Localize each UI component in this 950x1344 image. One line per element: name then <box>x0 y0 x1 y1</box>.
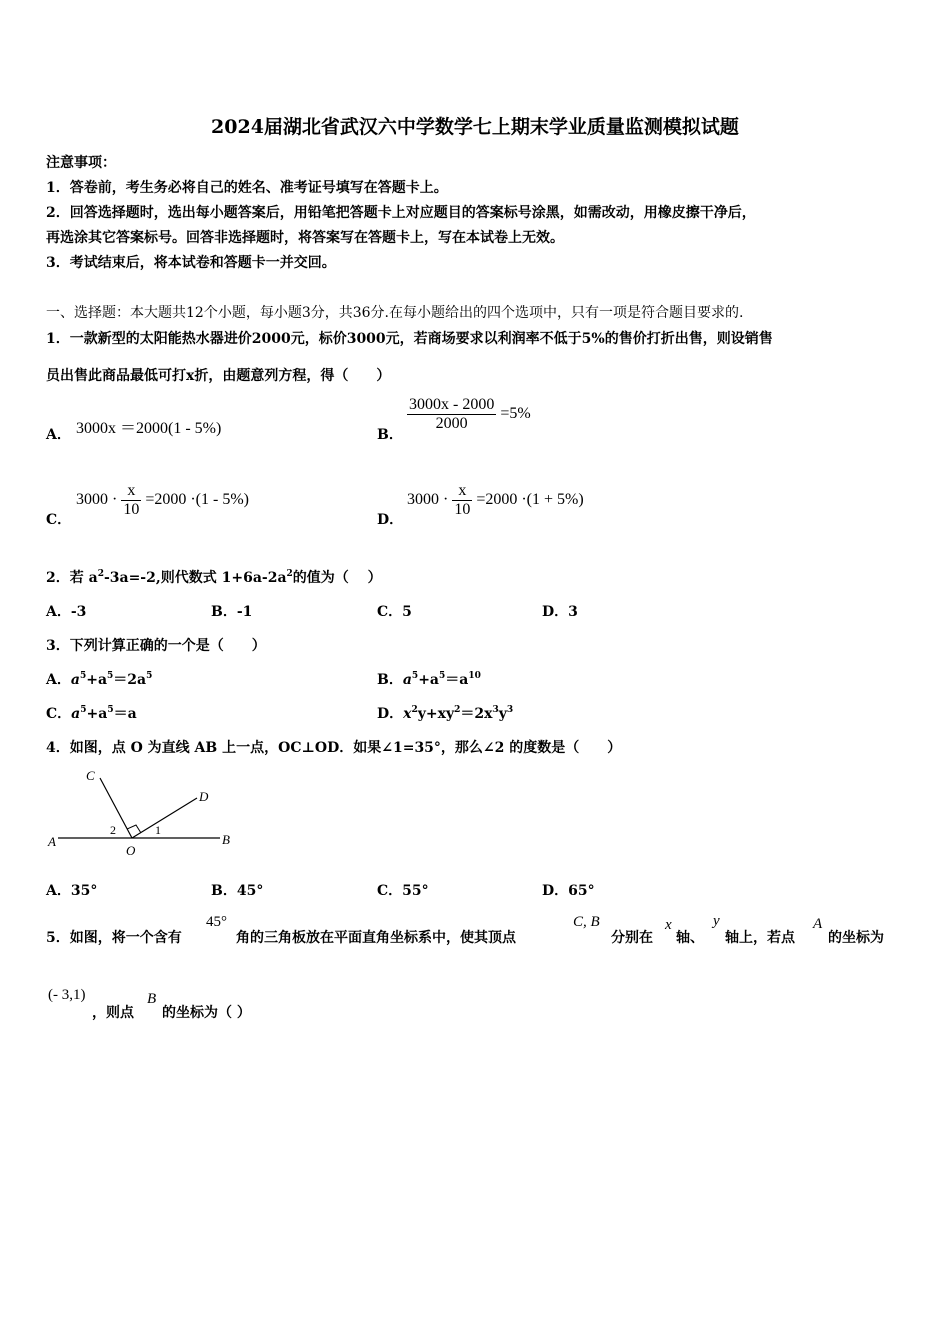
q3-option-a: A．$a^5+a^5=2a^5$ <box>46 671 153 688</box>
notice-item: 2．回答选择题时，选出每小题答案后，用铅笔把答题卡上对应题目的答案标号涂黑，如需改动，用橡皮擦干净后， <box>46 205 756 221</box>
q3-option-d: D．$x^2y+xy^2=2x^3y^3$ <box>377 705 514 722</box>
notice-item: 3．考试结束后，将本试卷和答题卡一并交回。 <box>46 255 336 271</box>
q2-stem: 2．若 $a^2-3a=-2$,则代数式 $1+6a-2a^2$的值为（ ） <box>46 569 382 586</box>
q5-stem-part5: 轴上，若点 <box>725 930 795 946</box>
q1-option-c-expr: 3000 · $\frac{x}{10}$ =2000 ·(1 - 5%) <box>76 482 249 518</box>
q5-x-axis: x <box>665 917 672 933</box>
ray-od <box>132 798 197 838</box>
q5-point-a: A <box>813 916 823 932</box>
q3-option-c: C．$a^5+a^5=a$ <box>46 705 137 722</box>
label-a: A <box>48 834 56 849</box>
q5-stem-part8: 的坐标为（ ） <box>162 1005 251 1021</box>
q2-option-d: D．3 <box>542 604 578 620</box>
q4-angle-figure <box>40 760 240 860</box>
q5-vertices-cb: C, B <box>573 914 600 930</box>
q5-stem-part1: 5．如图，将一个含有 <box>46 930 182 946</box>
page-title: 2024届湖北省武汉六中学数学七上期末学业质量监测模拟试题 <box>211 116 739 138</box>
q1-option-b-expr: $\frac{3000x - 2000}{2000}$ =5% <box>409 396 531 432</box>
q4-option-c: C．55° <box>377 883 429 899</box>
q5-stem-part4: 轴、 <box>676 930 704 946</box>
notice-item: 再选涂其它答案标号。回答非选择题时，将答案写在答题卡上，写在本试卷上无效。 <box>46 230 564 246</box>
q1-option-d-expr: 3000 · $\frac{x}{10}$ =2000 ·(1 + 5%) <box>407 482 584 518</box>
q4-stem: 4．如图，点 O 为直线 AB 上一点，OC⊥OD．如果∠1=35°，那么∠2 的度数是（ ） <box>46 740 622 756</box>
q5-angle-value: 45° <box>206 914 227 930</box>
q1-option-d-label: D． <box>377 512 404 528</box>
fraction: $\frac{3000x - 2000}{2000}$ <box>409 396 495 432</box>
q1-stem-line1: 1．一款新型的太阳能热水器进价2000元，标价3000元，若商场要求以利润率不低于5%的售价打折出售，则设销售 <box>46 331 773 347</box>
notice-heading: 注意事项： <box>46 155 116 171</box>
fraction: $\frac{x}{10}$ <box>123 482 140 518</box>
q2-option-b: B．-1 <box>211 604 253 620</box>
label-c: C <box>86 768 95 783</box>
q1-option-c-label: C． <box>46 512 72 528</box>
label-b: B <box>222 832 230 847</box>
q2-option-c: C．5 <box>377 604 412 620</box>
q1-stem-line2: 员出售此商品最低可打x折，由题意列方程，得（ ） <box>46 368 391 384</box>
fraction: $\frac{x}{10}$ <box>454 482 471 518</box>
q3-stem: 3．下列计算正确的一个是（ ） <box>46 638 266 654</box>
label-angle-1: 1 <box>155 823 161 837</box>
q4-option-d: D．65° <box>542 883 595 899</box>
q1-option-b-label: B． <box>377 427 403 443</box>
q2-option-a: A．-3 <box>46 604 87 620</box>
q5-stem-part7: ，则点 <box>92 1005 134 1021</box>
q5-stem-part6: 的坐标为 <box>828 930 884 946</box>
q5-stem-part3: 分别在 <box>611 930 653 946</box>
q5-y-axis: y <box>713 913 720 929</box>
section-heading: 一、选择题：本大题共12个小题，每小题3分，共36分.在每小题给出的四个选项中，只有一项是符合题目要求的. <box>46 305 744 321</box>
notice-item: 1．答卷前，考生务必将自己的姓名、准考证号填写在答题卡上。 <box>46 180 448 196</box>
q5-stem-part2: 角的三角板放在平面直角坐标系中，使其顶点 <box>236 930 516 946</box>
q4-option-a: A．35° <box>46 883 98 899</box>
label-angle-2: 2 <box>110 823 116 837</box>
label-d: D <box>199 789 209 804</box>
label-o: O <box>126 843 136 858</box>
q1-option-a-label: A． <box>46 427 71 443</box>
q5-point-b: B <box>147 991 157 1007</box>
q4-option-b: B．45° <box>211 883 264 899</box>
q3-option-b: B．$a^5+a^5=a^{10}$ <box>377 671 481 688</box>
q5-coordinate: (- 3,1) <box>48 987 86 1003</box>
q1-option-a-expr: 3000x ＝2000(1 - 5%) <box>76 420 222 437</box>
